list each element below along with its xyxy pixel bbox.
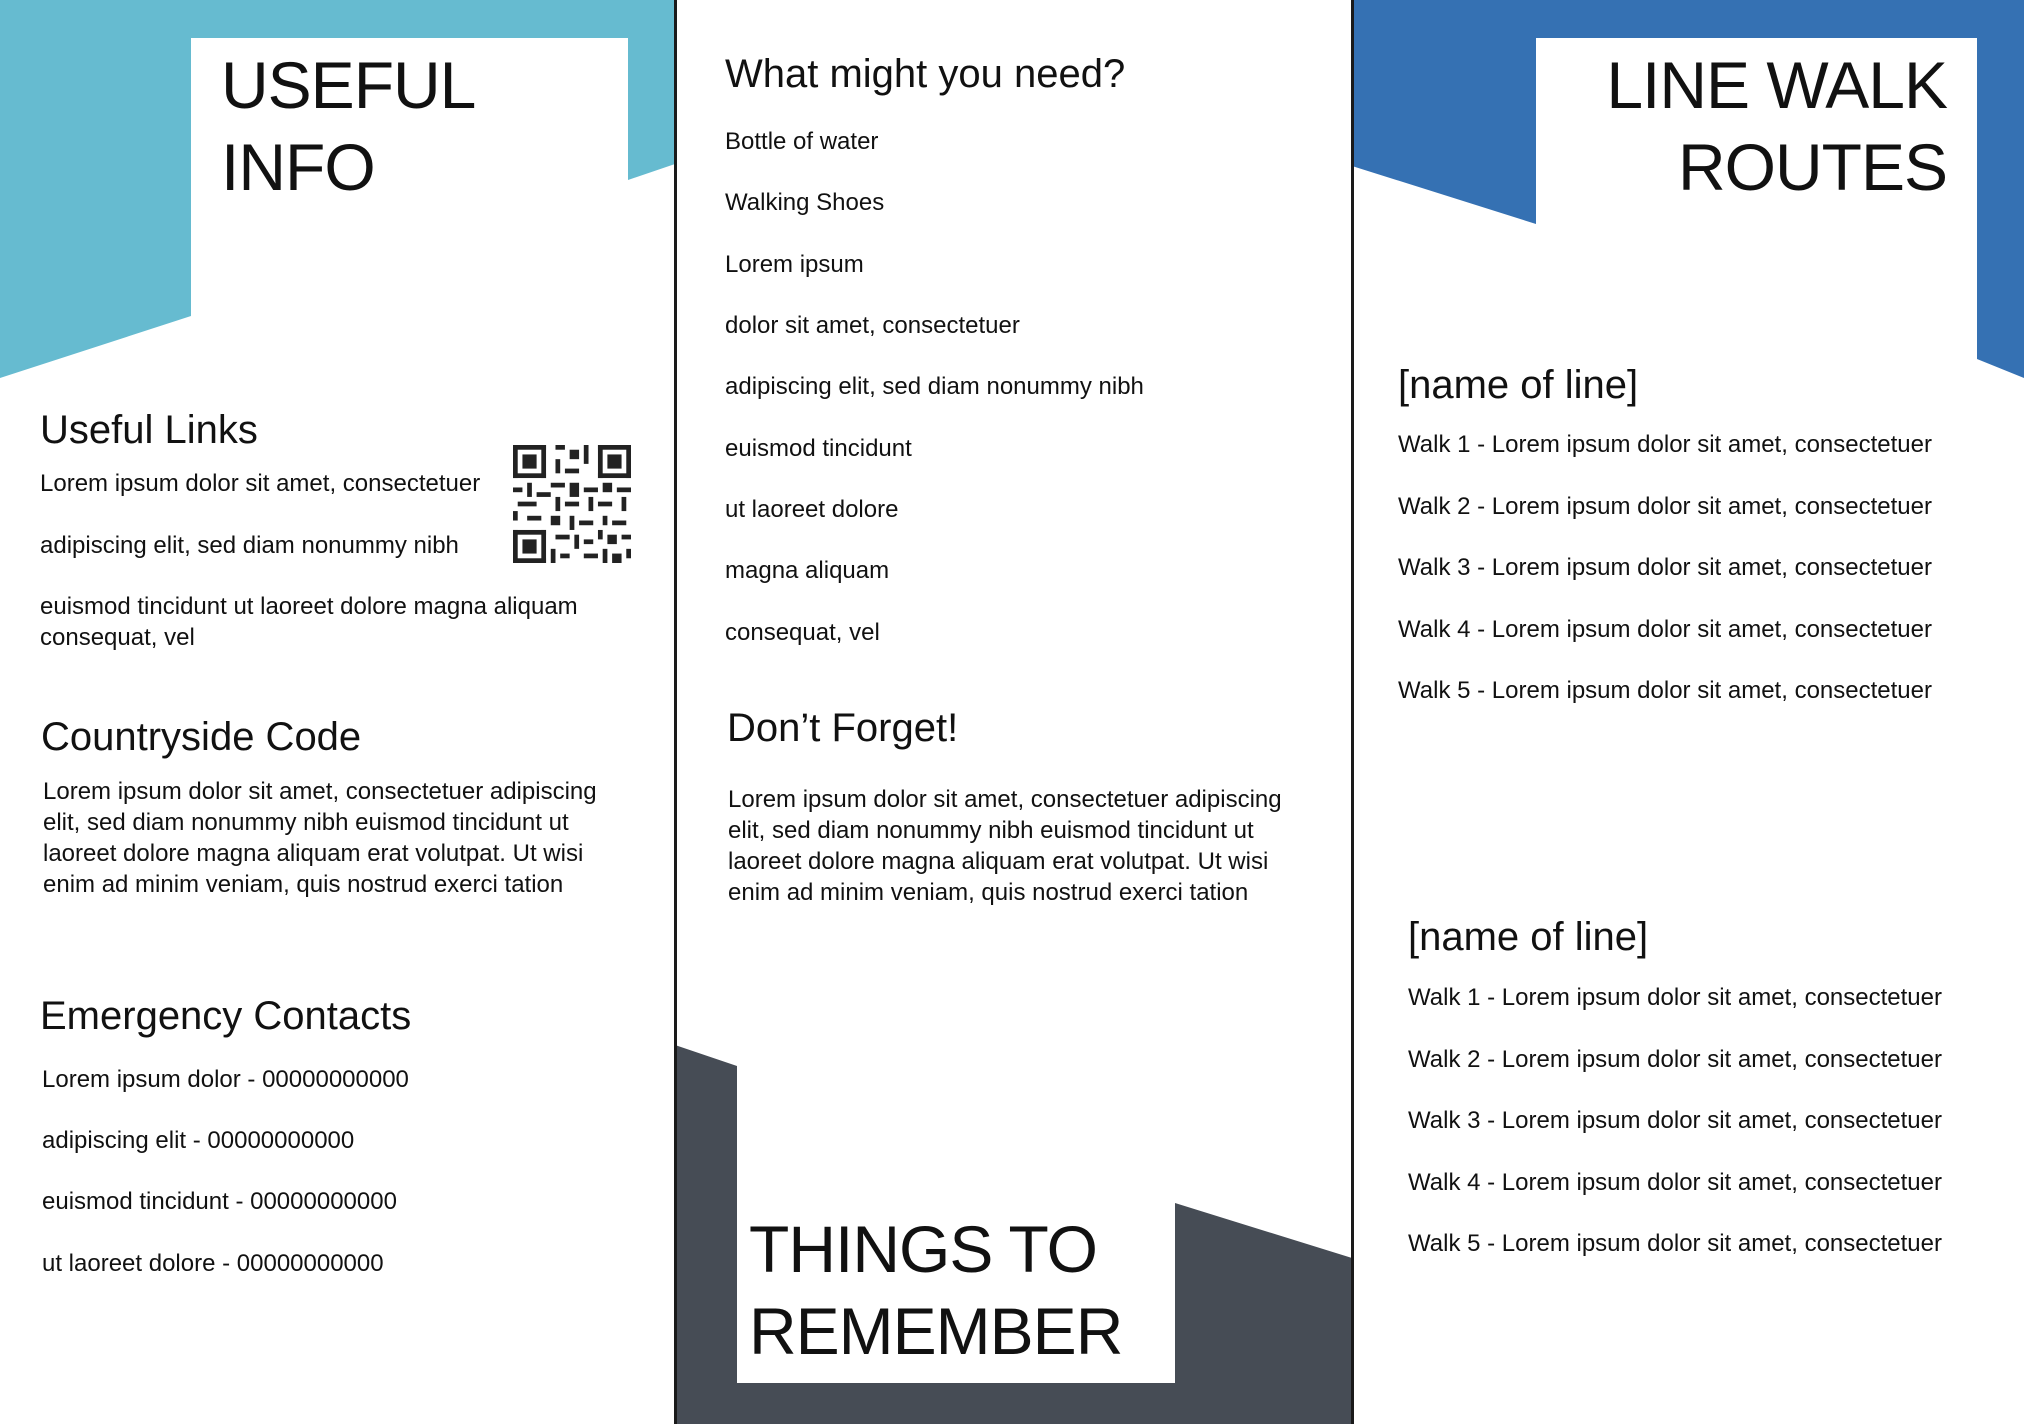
need-item: Bottle of water	[725, 128, 879, 155]
panel-things-to-remember	[675, 0, 1352, 1424]
walk-item: Walk 2 - Lorem ipsum dolor sit amet, consectetuer	[1408, 1046, 1942, 1073]
need-item: euismod tincidunt	[725, 435, 912, 462]
line-walk-routes-title	[1606, 44, 1947, 208]
title-line: REMEMBER	[749, 1294, 1123, 1368]
need-item: ut laoreet dolore	[725, 496, 899, 523]
contact-item: euismod tincidunt - 00000000000	[42, 1188, 397, 1215]
title-line: INFO	[221, 130, 375, 204]
title-line: LINE WALK	[1606, 48, 1947, 122]
title-line: THINGS TO	[749, 1212, 1097, 1286]
link-item[interactable]: euismod tincidunt ut laoreet dolore magna aliquam	[40, 593, 578, 620]
countryside-code-heading: Countryside Code	[41, 715, 362, 759]
line-name-heading: [name of line]	[1408, 915, 1649, 959]
panel-divider	[674, 0, 677, 1424]
walk-item: Walk 3 - Lorem ipsum dolor sit amet, consectetuer	[1398, 554, 1932, 581]
title-line: USEFUL	[221, 48, 476, 122]
walk-item: Walk 4 - Lorem ipsum dolor sit amet, consectetuer	[1398, 616, 1932, 643]
link-item[interactable]: consequat, vel	[40, 624, 195, 651]
walk-item: Walk 2 - Lorem ipsum dolor sit amet, consectetuer	[1398, 493, 1932, 520]
contact-item: ut laoreet dolore - 00000000000	[42, 1250, 384, 1277]
emergency-contacts-heading: Emergency Contacts	[40, 994, 412, 1038]
line-name-heading: [name of line]	[1398, 363, 1639, 407]
walk-item: Walk 1 - Lorem ipsum dolor sit amet, consectetuer	[1408, 984, 1942, 1011]
walk-item: Walk 5 - Lorem ipsum dolor sit amet, consectetuer	[1398, 677, 1932, 704]
contact-item: Lorem ipsum dolor - 00000000000	[42, 1066, 409, 1093]
dont-forget-paragraph: Lorem ipsum dolor sit amet, consectetuer adipiscing elit, sed diam nonummy nibh euismod tincidunt ut laoreet dolore magna aliquam erat volutpat. Ut wisi enim ad minim veniam, quis nostrud exerci tation	[728, 786, 1282, 906]
title-line: ROUTES	[1677, 130, 1947, 204]
dont-forget-heading: Don’t Forget!	[727, 706, 959, 750]
walk-item: Walk 3 - Lorem ipsum dolor sit amet, consectetuer	[1408, 1107, 1942, 1134]
things-to-remember-title	[749, 1208, 1122, 1372]
link-item[interactable]: Lorem ipsum dolor sit amet, consectetuer	[40, 470, 481, 497]
need-item: Lorem ipsum	[725, 251, 864, 278]
walk-item: Walk 5 - Lorem ipsum dolor sit amet, consectetuer	[1408, 1230, 1942, 1257]
qr-code-icon[interactable]	[513, 445, 631, 563]
useful-links-heading: Useful Links	[40, 408, 258, 452]
need-item: dolor sit amet, consectetuer	[725, 312, 1020, 339]
panel-useful-info	[0, 0, 675, 1424]
link-item[interactable]: adipiscing elit, sed diam nonummy nibh	[40, 532, 459, 559]
contact-item: adipiscing elit - 00000000000	[42, 1127, 355, 1154]
need-item: adipiscing elit, sed diam nonummy nibh	[725, 373, 1144, 400]
walk-item: Walk 4 - Lorem ipsum dolor sit amet, consectetuer	[1408, 1169, 1942, 1196]
need-item: Walking Shoes	[725, 189, 885, 216]
countryside-code-paragraph: Lorem ipsum dolor sit amet, consectetuer adipiscing elit, sed diam nonummy nibh euismod tincidunt ut laoreet dolore magna aliquam erat volutpat. Ut wisi enim ad minim veniam, quis nostrud exerci tation	[43, 778, 597, 898]
need-item: magna aliquam	[725, 557, 890, 584]
need-heading: What might you need?	[725, 52, 1126, 96]
walk-item: Walk 1 - Lorem ipsum dolor sit amet, consectetuer	[1398, 431, 1932, 458]
panel-divider	[1351, 0, 1354, 1424]
need-item: consequat, vel	[725, 619, 880, 646]
useful-info-title	[221, 44, 475, 208]
panel-line-walk-routes	[1352, 0, 2024, 1424]
